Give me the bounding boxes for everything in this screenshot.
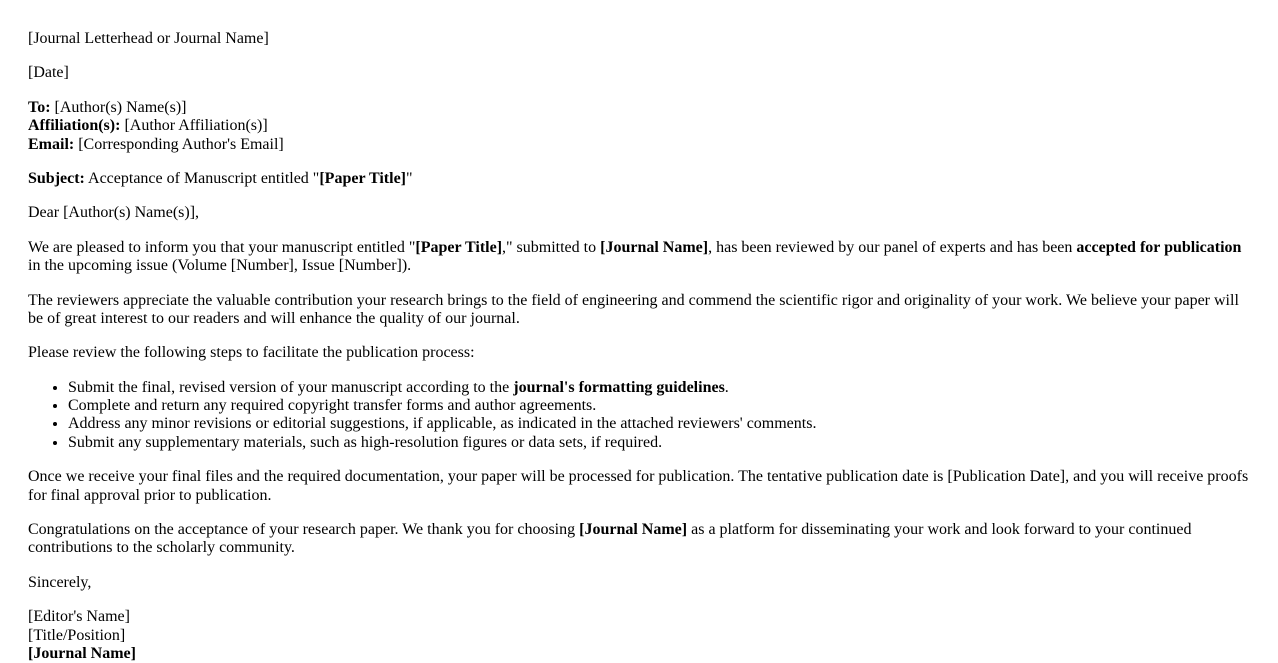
signature-block [28,608,1250,663]
affiliation-label: Affiliation(s): [28,117,121,135]
acceptance-run: ," submitted to [502,238,601,256]
signature-title-position: [Title/Position] [28,626,126,644]
step-run: . [724,378,729,396]
step-run: Submit the final, revised version of your manuscript according to the [68,378,514,396]
subject-paper-title: [Paper Title] [319,169,406,187]
formatting-guidelines-bold: journal's formatting guidelines [513,378,725,396]
closing: Sincerely, [28,573,92,591]
date-line: [Date] [28,64,69,82]
paragraph-reviewers: The reviewers appreciate the valuable contribution your research brings to the field of engineering and commend the scientific rigor and originality of your work. We believe your paper will be of great interest to our readers and will enhance the quality of our journal. [28,291,1239,327]
journal-name-bold: [Journal Name] [600,238,709,256]
acceptance-run: We are pleased to inform you that your manuscript entitled " [28,238,416,256]
letterhead: [Journal Letterhead or Journal Name] [28,30,269,47]
subject-line [28,170,1250,188]
paragraph-acceptance [28,239,1250,276]
journal-name-bold: [Journal Name] [579,521,688,539]
email-label: Email: [28,135,75,153]
acceptance-run: in the upcoming issue (Volume [Number], Issue [Number]). [28,257,412,275]
congrats-run: Congratulations on the acceptance of your research paper. We thank you for choosing [28,521,580,539]
affiliation-value: [Author Affiliation(s)] [120,117,268,135]
subject-label: Subject: [28,169,85,187]
subject-text: Acceptance of Manuscript entitled " [84,169,320,187]
accepted-for-publication-bold: accepted for publication [1076,238,1242,256]
publication-steps-list [28,379,1250,453]
paper-title-bold: [Paper Title] [415,238,503,256]
to-value: [Author(s) Name(s)] [50,98,187,116]
signature-journal-name: [Journal Name] [28,644,136,662]
to-label: To: [28,98,51,116]
subject-closing-quote: " [406,169,413,187]
acceptance-run: , has been reviewed by our panel of experts and has been [708,238,1077,256]
paragraph-steps-intro: Please review the following steps to facilitate the publication process: [28,344,475,362]
signature-editor-name: [Editor's Name] [28,608,130,626]
list-item-formatting [68,379,1250,397]
recipient-block [28,99,1250,154]
email-value: [Corresponding Author's Email] [74,135,284,153]
salutation: Dear [Author(s) Name(s)], [28,204,200,222]
paragraph-processing: Once we receive your final files and the required documentation, your paper will be processed for publication. The tentative publication date is [Publication Date], and you will receive proofs for final approval prior to publication. [28,468,1249,504]
paragraph-congrats [28,521,1250,558]
list-item-supplementary: • Submit any supplementary materials, such as high-resolution figures or data sets, if required. [68,434,1250,452]
congrats-run: as a platform for disseminating your work and look forward to your continued contributions to the scholarly community. [28,521,1192,557]
list-item-copyright: • Complete and return any required copyright transfer forms and author agreements. [68,397,1250,415]
list-item-revisions: • Address any minor revisions or editorial suggestions, if applicable, as indicated in the attached reviewers' comments. [68,415,1250,433]
